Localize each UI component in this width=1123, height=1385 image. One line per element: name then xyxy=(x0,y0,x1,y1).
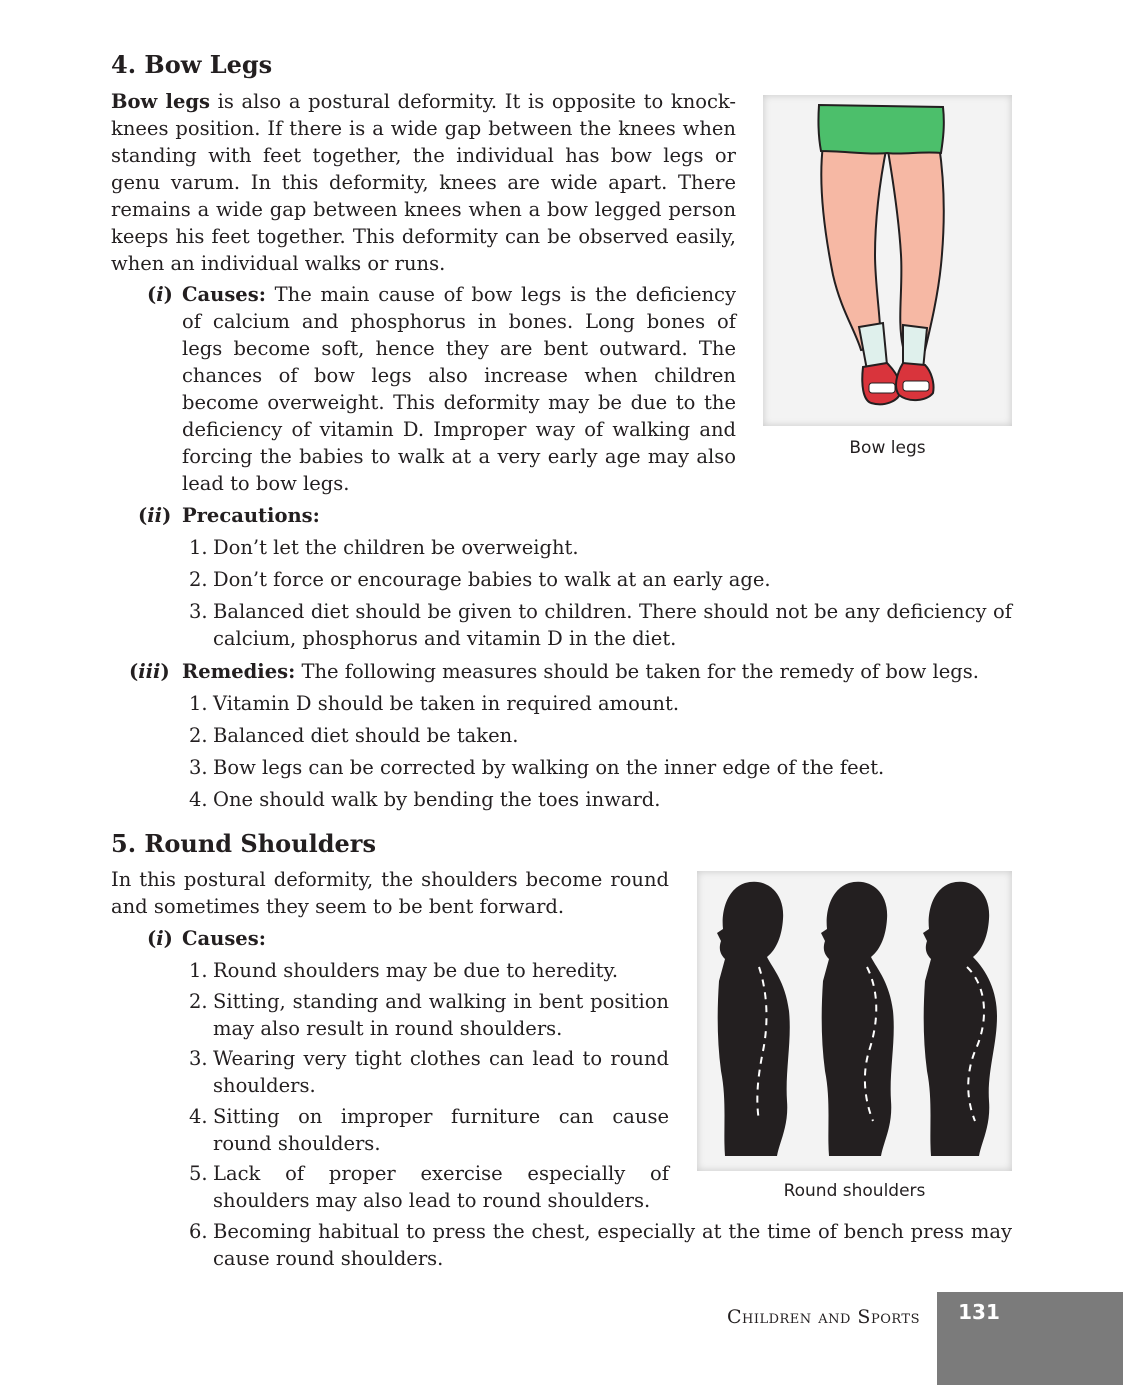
list-item xyxy=(189,722,1012,749)
round-shoulders-causes-heading xyxy=(111,925,669,952)
list-text: Sitting, standing and walking in bent position may also result in round shoulders. xyxy=(213,990,669,1040)
list-number: 3. xyxy=(189,756,208,779)
list-item xyxy=(189,1045,669,1099)
list-item xyxy=(189,754,1012,781)
precautions-marker: (ii) xyxy=(138,504,172,527)
list-item xyxy=(189,1160,669,1214)
list-text: Don’t force or encourage babies to walk at an early age. xyxy=(213,568,771,591)
bow-legs-caption: Bow legs xyxy=(849,438,926,458)
round-shoulders-caption: Round shoulders xyxy=(783,1181,926,1201)
causes-body xyxy=(182,281,736,497)
page-number: 131 xyxy=(958,1300,1000,1324)
list-item xyxy=(189,957,669,984)
list-text: Vitamin D should be taken in required amount. xyxy=(213,692,680,715)
causes-label-wrap xyxy=(182,925,266,952)
list-number: 1. xyxy=(189,536,208,559)
causes-label: Causes: xyxy=(182,927,266,950)
list-number: 4. xyxy=(189,788,208,811)
list-number: 2. xyxy=(189,724,208,747)
list-item xyxy=(189,598,1012,652)
bow-legs-term: Bow legs xyxy=(111,90,210,113)
round-shoulders-intro: In this postural deformity, the shoulders become round and sometimes they seem to be bent forward. xyxy=(111,868,669,918)
section-heading-round-shoulders: 5. Round Shoulders xyxy=(111,829,376,858)
list-number: 3. xyxy=(189,600,208,623)
list-item xyxy=(189,786,1012,813)
right-leg xyxy=(887,145,944,350)
list-number: 2. xyxy=(189,990,208,1013)
bow-legs-intro-text: is also a postural deformity. It is opposite to knock-knees position. If there is a wide gap between the knees when standing with feet together, the individual has bow legs or genu varum. In this deformity, knees are wide apart. There remains a wide gap between knees when a bow legged person keeps his feet together. This deformity can be observed easily, when an individual walks or runs. xyxy=(111,90,736,275)
causes-text: The main cause of bow legs is the deficiency of calcium and phosphorus in bones. Long bones of legs become soft, hence they are bent outward. The chances of bow legs also increase when children become overweight. This deformity may be due to the deficiency of vitamin D. Improper way of walking and forcing the babies to walk at a very early age may also lead to bow legs. xyxy=(182,283,736,495)
bow-legs-causes xyxy=(111,281,736,497)
running-title: Children and Sports xyxy=(726,1306,920,1328)
list-number: 4. xyxy=(189,1105,208,1128)
silhouette-2 xyxy=(821,882,894,1156)
round-shoulders-figure xyxy=(697,871,1012,1171)
section-heading-bow-legs: 4. Bow Legs xyxy=(111,50,273,79)
list-text: Balanced diet should be given to children. There should not be any deficiency of calcium, phosphorus and vitamin D in the diet. xyxy=(213,600,1012,650)
list-text: Becoming habitual to press the chest, especially at the time of bench press may cause round shoulders. xyxy=(213,1220,1012,1270)
list-number: 5. xyxy=(189,1162,208,1185)
list-item xyxy=(189,566,1012,593)
list-item xyxy=(189,690,1012,717)
list-item xyxy=(189,1218,1012,1272)
list-text: Round shoulders may be due to heredity. xyxy=(213,959,619,982)
silhouette-3 xyxy=(923,882,997,1156)
list-number: 1. xyxy=(189,959,208,982)
round-shoulders-illustration xyxy=(697,871,1012,1171)
list-text: Wearing very tight clothes can lead to round shoulders. xyxy=(213,1047,669,1097)
list-number: 3. xyxy=(189,1047,208,1070)
remedies-body xyxy=(182,658,1012,685)
list-text: Bow legs can be corrected by walking on the inner edge of the feet. xyxy=(213,756,885,779)
remedies-marker: (iii) xyxy=(129,660,170,683)
list-text: Don’t let the children be overweight. xyxy=(213,536,579,559)
list-text: Lack of proper exercise especially of shoulders may also lead to round shoulders. xyxy=(213,1162,669,1212)
remedies-label: Remedies: xyxy=(182,660,296,683)
bow-legs-intro xyxy=(111,88,736,277)
silhouette-1 xyxy=(717,882,790,1156)
bow-legs-illustration xyxy=(763,95,1012,426)
list-text: Balanced diet should be taken. xyxy=(213,724,519,747)
list-number: 2. xyxy=(189,568,208,591)
list-item xyxy=(189,534,1012,561)
list-number: 6. xyxy=(189,1220,208,1243)
left-leg xyxy=(821,145,887,350)
remedies-text: The following measures should be taken for the remedy of bow legs. xyxy=(295,660,979,683)
list-item xyxy=(189,988,669,1042)
causes-marker: (i) xyxy=(147,927,173,950)
precautions-label-wrap xyxy=(182,502,320,529)
shorts xyxy=(818,105,943,154)
list-text: One should walk by bending the toes inward. xyxy=(213,788,661,811)
bow-legs-remedies xyxy=(111,658,1011,685)
list-text: Sitting on improper furniture can cause round shoulders. xyxy=(213,1105,669,1155)
causes-label: Causes: xyxy=(182,283,266,306)
precautions-label: Precautions: xyxy=(182,504,320,527)
causes-marker: (i) xyxy=(147,283,173,306)
list-number: 1. xyxy=(189,692,208,715)
bow-legs-precautions-heading xyxy=(111,502,1011,529)
list-item xyxy=(189,1103,669,1157)
bow-legs-figure xyxy=(763,95,1012,426)
